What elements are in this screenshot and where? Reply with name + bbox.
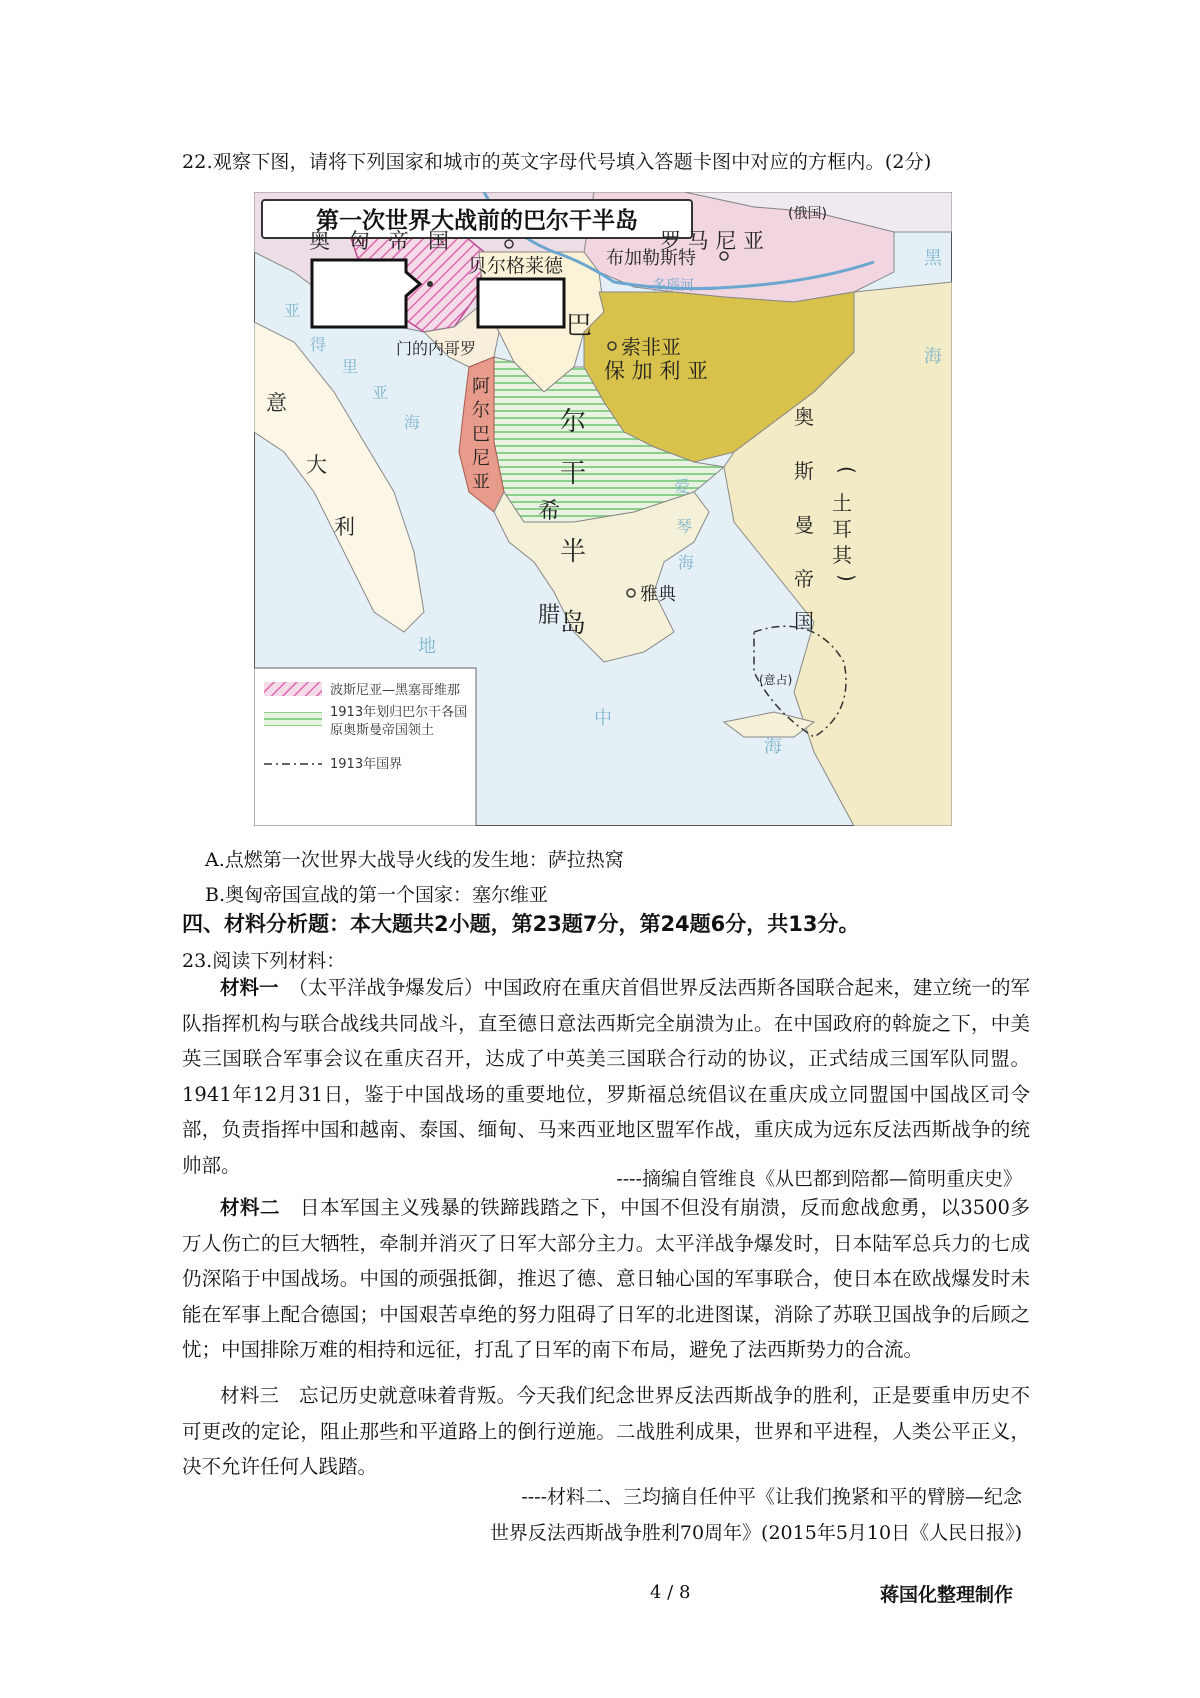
page-number: 4 / 8 — [650, 1582, 691, 1603]
label-black-sea-1: 黑 — [924, 248, 942, 269]
label-belgrade: 贝尔格莱德 — [468, 255, 564, 277]
legend-item-2-line-2: 原奥斯曼帝国领土 — [330, 723, 435, 738]
label-black-sea-2: 海 — [924, 346, 942, 367]
label-bucharest: 布加勒斯特 — [606, 248, 696, 269]
label-turkey-4: 其 — [832, 543, 852, 567]
label-italy-2: 大 — [306, 453, 327, 477]
label-albania-4: 尼 — [472, 448, 490, 469]
label-ottoman-3: 曼 — [794, 513, 814, 537]
label-montenegro: 门的内哥罗 — [396, 339, 477, 358]
balkan-map — [254, 192, 952, 826]
material-3-label: 材料三 — [220, 1384, 280, 1407]
question-22-text: 22.观察下图，请将下列国家和城市的英文字母代号填入答题卡图中对应的方框内。(2分) — [182, 151, 932, 173]
legend-swatch-bosnia — [264, 682, 322, 696]
label-bulgaria: 保 加 利 亚 — [604, 359, 709, 383]
label-ottoman-2: 斯 — [794, 459, 814, 483]
label-turkey-1: ( — [835, 466, 859, 474]
label-balkan-3: 干 — [560, 459, 587, 489]
label-albania-3: 巴 — [472, 424, 490, 445]
label-albania-2: 尔 — [472, 400, 490, 421]
label-italy-3: 利 — [334, 515, 355, 539]
legend-item-3: 1913年国界 — [330, 757, 403, 772]
label-balkan-1: 巴 — [566, 311, 593, 341]
label-adriatic-2: 得 — [310, 335, 327, 354]
label-med-2: 中 — [594, 708, 612, 729]
material-2-body: 日本军国主义残暴的铁蹄践踏之下，中国不但没有崩溃，反而愈战愈勇，以3500多万人伤亡的巨大牺牲，牵制并消灭了日军大部分主力。太平洋战争爆发时，日本陆军总兵力的七成仍深陷于中国战场。中国的顽强抵御，推迟了德、意日轴心国的军事联合，使日本在欧战爆发时未能在军事上配合德国；中国艰苦卓绝的努力阻碍了日军的北进图谋，消除了苏联卫国战争的后顾之忧；中国排除万难的相持和远征，打乱了日军的南下布局，避免了法西斯势力的合流。 — [182, 1196, 1030, 1361]
label-italy-occupied: (意占) — [759, 673, 793, 687]
label-adriatic-4: 亚 — [372, 383, 389, 402]
label-turkey-3: 耳 — [832, 517, 852, 541]
section-4-title: 四、材料分析题：本大题共2小题，第23题7分，第24题6分，共13分。 — [182, 912, 860, 936]
label-balkan-2: 尔 — [560, 407, 587, 437]
label-romania: 罗 马 尼 亚 — [660, 229, 765, 253]
legend-item-2-line-1: 1913年划归巴尔干各国 — [330, 705, 468, 720]
question-23-text: 23.阅读下列材料： — [182, 950, 346, 972]
footer-maker: 蒋国化整理制作 — [880, 1584, 1014, 1606]
label-albania-5: 亚 — [472, 472, 490, 493]
label-russia: (俄国) — [788, 206, 827, 222]
label-austria-hungary: 奥 匈 帝 国 — [309, 229, 456, 253]
label-balkan-4: 半 — [560, 537, 587, 567]
label-aegean-1: 爱 — [674, 477, 691, 496]
label-turkey-2: 土 — [832, 491, 852, 515]
label-ottoman-1: 奥 — [794, 405, 814, 429]
label-ottoman-4: 帝 — [794, 567, 814, 591]
label-med-1: 地 — [418, 636, 436, 657]
legend-item-1: 波斯尼亚—黑塞哥维那 — [330, 683, 461, 698]
answer-box-1[interactable] — [312, 260, 420, 327]
label-athens: 雅典 — [640, 584, 676, 605]
material-3-body: 忘记历史就意味着背叛。今天我们纪念世界反法西斯战争的胜利，正是要重申历史不可更改的定论，阻止那些和平道路上的倒行逆施。二战胜利成果，世界和平进程，人类公平正义，决不允许任何人践踏。 — [182, 1384, 1030, 1478]
material-1-body: （太平洋战争爆发后）中国政府在重庆首倡世界反法西斯各国联合起来，建立统一的军队指挥机构与联合战线共同战斗，直至德日意法西斯完全崩溃为止。在中国政府的斡旋之下，中美英三国联合军事会议在重庆召开，达成了中英美三国联合行动的协议，正式结成三国军队同盟。1941年12月31日，鉴于中国战场的重要地位，罗斯福总统倡议在重庆成立同盟国中国战区司令部，负责指挥中国和越南、泰国、缅甸、马来西亚地区盟军作战，重庆成为远东反法西斯战争的统帅部。 — [182, 976, 1030, 1177]
material-3 — [182, 1378, 1030, 1485]
label-ottoman-5: 国 — [794, 609, 814, 633]
label-aegean-3: 海 — [678, 553, 695, 572]
label-adriatic-5: 海 — [404, 413, 421, 432]
label-sofia: 索非亚 — [621, 335, 681, 359]
label-adriatic-3: 里 — [342, 357, 359, 376]
label-italy-1: 意 — [266, 391, 287, 415]
map-title: 第一次世界大战前的巴尔干半岛 — [316, 208, 638, 234]
label-med-3: 海 — [764, 736, 782, 757]
label-albania-1: 阿 — [472, 376, 490, 397]
option-b: B.奥匈帝国宣战的第一个国家：塞尔维亚 — [205, 884, 549, 906]
material-2 — [182, 1190, 1030, 1368]
label-balkan-5: 岛 — [560, 609, 587, 639]
option-a: A.点燃第一次世界大战导火线的发生地：萨拉热窝 — [205, 849, 624, 871]
answer-box-2[interactable] — [478, 279, 564, 327]
sarajevo-dot — [427, 281, 433, 287]
material-3-source-line-1: ----材料二、三均摘自任仲平《让我们挽紧和平的臂膀—纪念 — [521, 1486, 1022, 1508]
balkan-map-svg — [254, 192, 952, 826]
material-1-source: ----摘编自管维良《从巴都到陪都—简明重庆史》 — [616, 1168, 1022, 1190]
label-turkey-5: ) — [835, 574, 859, 582]
material-2-label: 材料二 — [220, 1196, 281, 1219]
material-3-source-line-2: 世界反法西斯战争胜利70周年》(2015年5月10日《人民日报》) — [489, 1522, 1022, 1544]
material-1 — [182, 970, 1030, 1183]
label-aegean-2: 琴 — [676, 517, 693, 536]
label-greece-1: 希 — [538, 499, 561, 524]
label-adriatic-1: 亚 — [284, 301, 301, 320]
material-1-label: 材料一 — [220, 976, 279, 999]
label-greece-2: 腊 — [538, 603, 561, 628]
label-danube: 多瑙河 — [652, 278, 694, 294]
legend-swatch-ceded — [264, 712, 322, 726]
